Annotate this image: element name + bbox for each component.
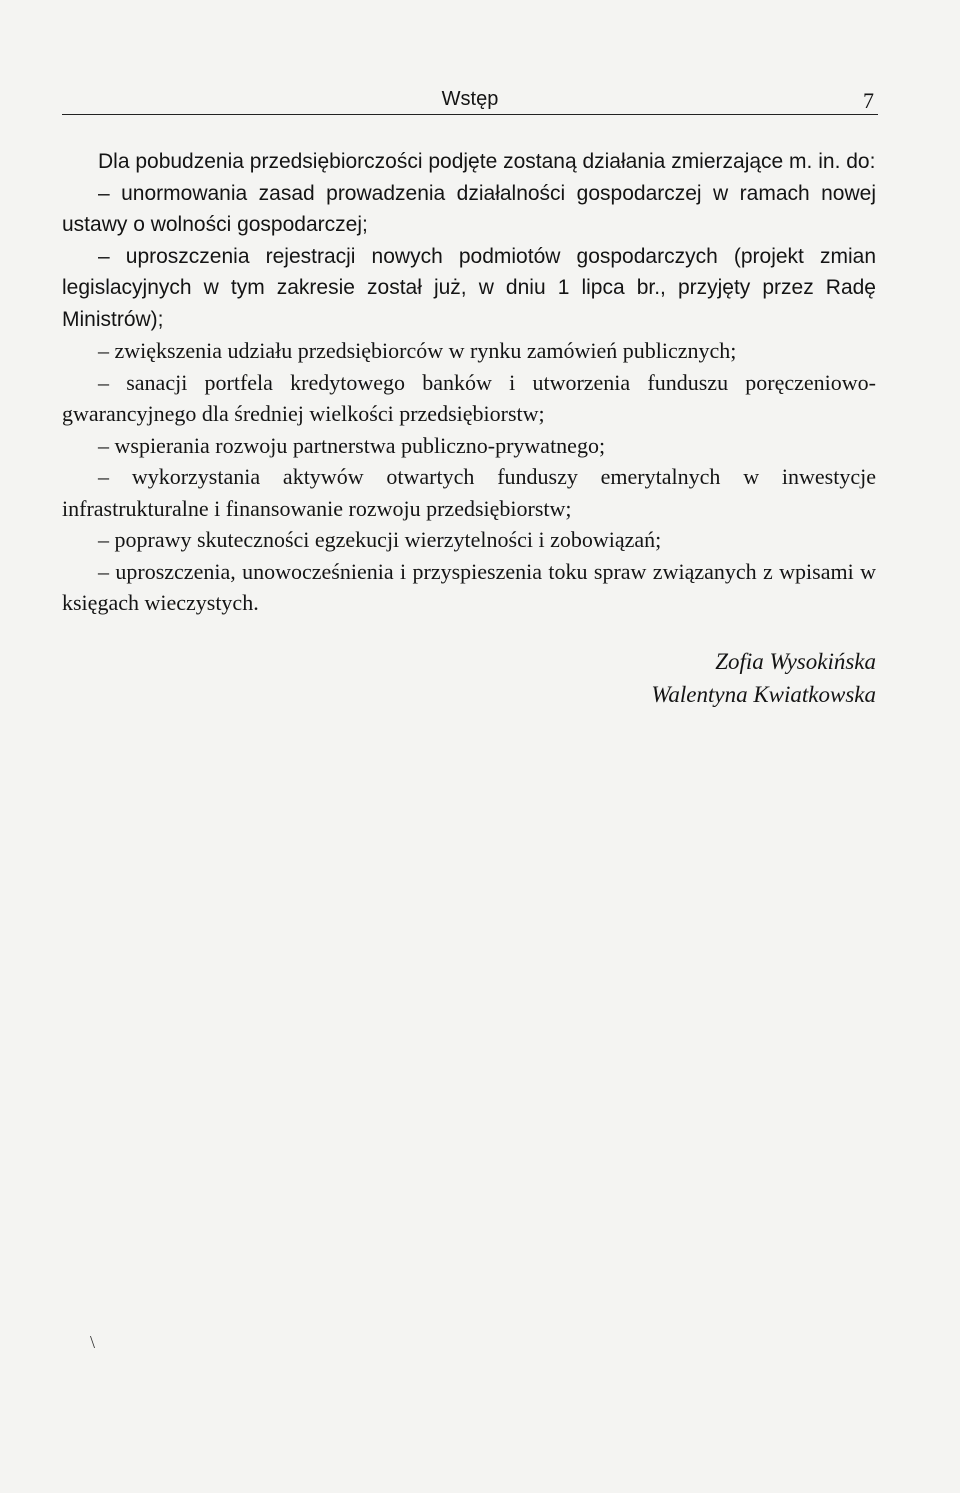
running-title: Wstęp bbox=[441, 88, 499, 110]
intro-paragraph: Dla pobudzenia przedsiębiorczości podjęte zostaną działania zmierzające m. in. do: bbox=[98, 150, 876, 173]
signatures bbox=[651, 645, 876, 711]
list-item: – uproszczenia, unowocześnienia i przyspieszenia toku spraw związanych z wpisami w księgach wieczystych. bbox=[62, 558, 876, 615]
list-item: – poprawy skuteczności egzekucji wierzytelności i zobowiązań; bbox=[98, 527, 662, 552]
list-item: – uproszczenia rejestracji nowych podmiotów gospodarczych (projekt zmian legislacyjnych w tym zakresie został już, w dniu 1 lipca br., przyjęty przez Radę Ministrów); bbox=[62, 244, 876, 331]
page-number: 7 bbox=[863, 88, 874, 113]
author-signature: Zofia Wysokińska bbox=[715, 649, 876, 674]
body-text bbox=[62, 146, 876, 619]
list-item: – sanacji portfela kredytowego banków i utworzenia funduszu poręczeniowo-gwarancyjnego dla średniej wielkości przedsiębiorstw; bbox=[62, 369, 876, 426]
list-item: – zwiększenia udziału przedsiębiorców w rynku zamówień publicznych; bbox=[98, 338, 737, 363]
list-item: – unormowania zasad prowadzenia działalności gospodarczej w ramach nowej ustawy o wolności gospodarczej; bbox=[62, 181, 876, 236]
author-signature: Walentyna Kwiatkowska bbox=[651, 682, 876, 707]
running-header bbox=[62, 84, 878, 115]
list-item: – wspierania rozwoju partnerstwa publiczno-prywatnego; bbox=[98, 432, 606, 458]
list-item: – wykorzystania aktywów otwartych funduszy emerytalnych w inwestycje infrastrukturalne i finansowanie rozwoju przedsiębiorstw; bbox=[62, 464, 876, 521]
stray-mark: \ bbox=[90, 1332, 96, 1352]
